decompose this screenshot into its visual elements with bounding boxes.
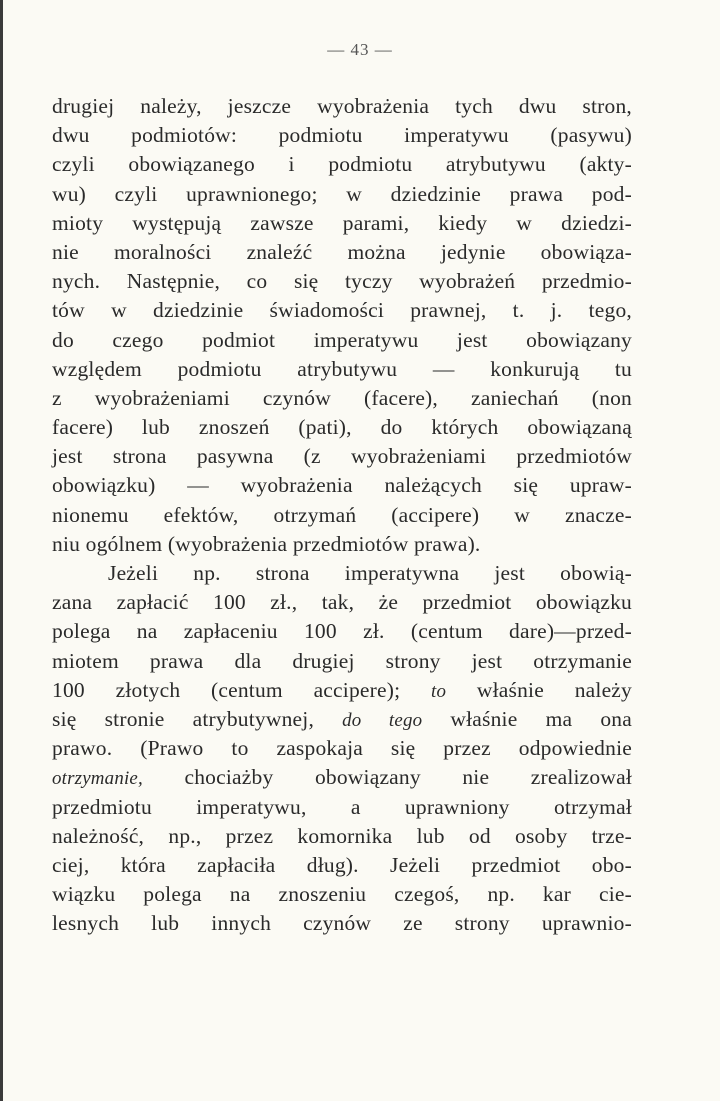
text-line: obowiązku) — wyobrażenia należących się upraw- (52, 473, 632, 498)
italic-emphasis: otrzymanie, (52, 768, 143, 790)
text-line: wu) czyli uprawnionego; w dziedzinie prawa pod- (52, 181, 632, 206)
text-line (52, 676, 632, 705)
text-segment: 100 złotych (centum accipere); (52, 677, 401, 702)
text-line: czyli obowiązanego i podmiotu atrybutywu (akty- (52, 152, 632, 177)
text-line: lesnych lub innych czynów ze strony uprawnio- (52, 911, 632, 936)
page-number: — 43 — (327, 40, 393, 59)
text-line: miotem prawa dla drugiej strony jest otrzymanie (52, 648, 632, 673)
text-line: z wyobrażeniami czynów (facere), zaniechań (non (52, 385, 632, 410)
text-line: jest strona pasywna (z wyobrażeniami przedmiotów (52, 444, 632, 469)
italic-emphasis: do tego (342, 709, 423, 731)
text-line: polega na zapłaceniu 100 zł. (centum dare)—przed- (52, 619, 632, 644)
text-line: prawo. (Prawo to zaspokaja się przez odpowiednie (52, 736, 632, 761)
text-line: nie moralności znaleźć można jedynie obowiąza- (52, 239, 632, 264)
text-segment: chociażby obowiązany nie zrealizował (184, 765, 633, 790)
text-line: mioty występują zawsze parami, kiedy w dziedzi- (52, 210, 632, 235)
body-text (52, 92, 632, 938)
text-line: do czego podmiot imperatywu jest obowiązany (52, 327, 632, 352)
text-line: niu ogólnem (wyobrażenia przedmiotów prawa). (52, 531, 481, 556)
text-line: wiązku polega na znoszeniu czegoś, np. kar cie- (52, 882, 632, 907)
text-line (52, 763, 632, 792)
text-line: dwu podmiotów: podmiotu imperatywu (pasywu) (52, 123, 632, 148)
text-line: drugiej należy, jeszcze wyobrażenia tych dwu stron, (52, 94, 632, 118)
text-line: przedmiotu imperatywu, a uprawniony otrzymał (52, 794, 632, 819)
text-line: facere) lub znoszeń (pati), do których obowiązaną (52, 415, 632, 440)
text-line: nionemu efektów, otrzymań (accipere) w znacze- (52, 502, 632, 527)
text-segment: się stronie atrybutywnej, (52, 706, 315, 731)
text-line: zana zapłacić 100 zł., tak, że przedmiot obowiązku (52, 590, 632, 615)
page-edge (0, 0, 3, 1101)
text-line: tów w dziedzinie świadomości prawnej, t. j. tego, (52, 298, 632, 323)
text-line: względem podmiotu atrybutywu — konkurują tu (52, 356, 632, 381)
text-line: należność, np., przez komornika lub od osoby trze- (52, 823, 632, 848)
text-line (52, 705, 632, 734)
text-segment: właśnie ma ona (450, 706, 632, 731)
text-line: ciej, która zapłaciła dług). Jeżeli przedmiot obo- (52, 852, 632, 877)
text-line: Jeżeli np. strona imperatywna jest obowią- (108, 561, 632, 585)
text-segment: właśnie należy (476, 677, 632, 702)
italic-emphasis: to (431, 680, 447, 702)
text-line: nych. Następnie, co się tyczy wyobrażeń przedmio- (52, 269, 632, 294)
